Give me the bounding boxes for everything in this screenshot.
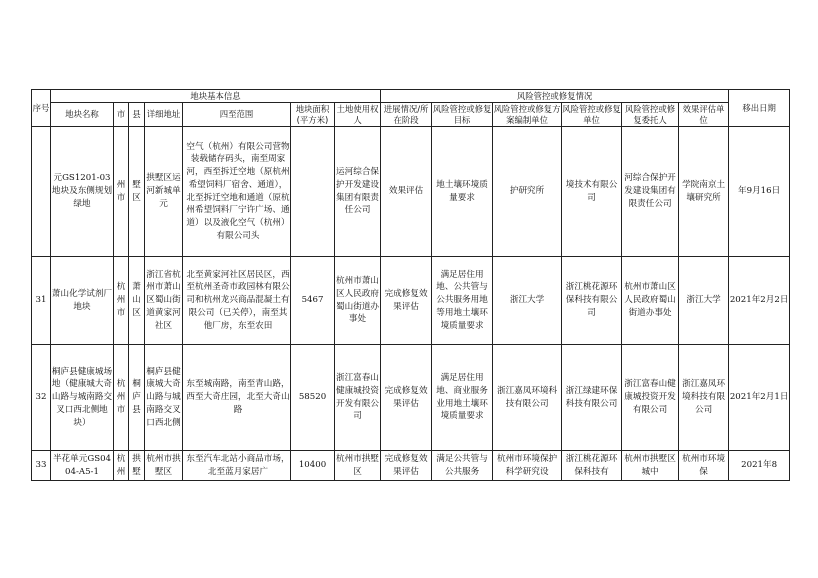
header-city: 市 [114, 103, 129, 127]
cell-eval-unit: 杭州市环境保 [679, 451, 729, 481]
cell-date: 2021年2月1日 [729, 345, 790, 451]
cell-address: 拱墅区运河新城单元 [145, 127, 183, 257]
cell-target: 满足公共管与公共服务 [432, 451, 493, 481]
cell-seq: 33 [32, 451, 51, 481]
cell-site-name: 半花单元GS0404-A5-1 [51, 451, 114, 481]
contaminated-site-registry-table [31, 89, 790, 481]
cell-progress: 完成修复效果评估 [381, 257, 432, 345]
cell-owner: 杭州市萧山区人民政府蜀山街道办事处 [335, 257, 381, 345]
cell-boundary: 东至汽车北站小商品市场，北至蓝月家居广 [183, 451, 291, 481]
cell-site-name: 萧山化学试剂厂地块 [51, 257, 114, 345]
cell-city: 杭州市 [114, 345, 129, 451]
cell-city: 杭州市 [114, 257, 129, 345]
cell-exec-unit: 浙江桃花源环保科技有限公司 [562, 257, 622, 345]
header-exec-unit: 风险管控或修复单位 [562, 104, 621, 125]
table-row [32, 127, 790, 257]
header-group-basic: 地块基本信息 [51, 90, 381, 103]
cell-eval-unit: 浙江大学 [679, 257, 729, 345]
cell-city: 州市 [114, 127, 129, 257]
header-seq: 序号 [32, 90, 51, 127]
cell-exec-unit: 浙江绿建环保科技有限公司 [562, 345, 622, 451]
cell-target: 满足居住用地、商业服务业用地土壤环境质量要求 [432, 345, 493, 451]
header-site-name: 地块名称 [51, 103, 114, 127]
cell-owner: 运河综合保护开发建设集团有限责任公司 [335, 127, 381, 257]
cell-progress: 效果评估 [381, 127, 432, 257]
cell-area: 10400 [291, 451, 335, 481]
header-removal-date: 移出日期 [729, 90, 790, 127]
cell-client: 杭州市拱墅区城中 [622, 451, 679, 481]
cell-county: 桐庐县 [129, 345, 145, 451]
cell-boundary: 东至城南路，南至青山路，西至大奇庄园，北至大奇山路 [183, 345, 291, 451]
header-progress: 进展情况/所在阶段 [381, 103, 432, 127]
header-target: 风险管控或修复目标 [432, 104, 492, 125]
cell-target: 地土壤环境质量要求 [432, 127, 493, 257]
cell-site-name: 元GS1201-03地块及东侧规划绿地 [51, 127, 114, 257]
cell-eval-unit: 学院南京土壤研究所 [679, 127, 729, 257]
cell-county: 萧山区 [129, 257, 145, 345]
cell-seq: 32 [32, 345, 51, 451]
header-area: 地块面积(平方米) [291, 103, 335, 127]
header-county: 县 [129, 103, 145, 127]
cell-exec-unit: 境技术有限公司 [562, 127, 622, 257]
cell-date: 年9月16日 [729, 127, 790, 257]
cell-exec-unit: 浙江桃花源环保科技有 [562, 451, 622, 481]
header-address: 详细地址 [145, 103, 183, 127]
cell-client: 杭州市萧山区人民政府蜀山街道办事处 [622, 257, 679, 345]
table-row [32, 257, 790, 345]
header-group-risk: 风险管控或修复情况 [381, 90, 729, 103]
header-plan-unit: 风险管控或修复方案编制单位 [493, 104, 561, 125]
table-row [32, 345, 790, 451]
cell-seq: 31 [32, 257, 51, 345]
cell-area: 58520 [291, 345, 335, 451]
cell-eval-unit: 浙江嘉凤环境科技有限公司 [679, 345, 729, 451]
cell-date: 2021年8 [729, 451, 790, 481]
cell-area [291, 127, 335, 257]
cell-county: 墅区 [129, 127, 145, 257]
cell-plan-unit: 浙江大学 [493, 257, 562, 345]
table-row [32, 451, 790, 481]
cell-plan-unit: 护研究所 [493, 127, 562, 257]
cell-city: 杭州 [114, 451, 129, 481]
cell-owner: 杭州市拱墅区 [335, 451, 381, 481]
cell-boundary: 北至黄家河社区居民区，西至杭州圣奇市政园林有限公司和杭州龙兴商品混凝土有限公司（已关停），南至其他厂房，东至农田 [183, 257, 291, 345]
cell-address: 杭州市拱墅区 [145, 451, 183, 481]
cell-client: 河综合保护开发建设集团有限责任公司 [622, 127, 679, 257]
cell-client: 浙江富春山健康城投资开发有限公司 [622, 345, 679, 451]
header-eval-unit: 效果评估单位 [679, 103, 729, 127]
cell-county: 拱墅 [129, 451, 145, 481]
cell-progress: 完成修复效果评估 [381, 345, 432, 451]
cell-progress: 完成修复效果评估 [381, 451, 432, 481]
header-client: 风险管控或修复委托人 [622, 103, 679, 127]
cell-address: 桐庐县健康城大奇山路与城南路交叉口西北侧 [145, 345, 183, 451]
cell-owner: 浙江富春山健康城投资开发有限公司 [335, 345, 381, 451]
cell-seq [32, 127, 51, 257]
cell-address: 浙江省杭州市萧山区蜀山街道黄家河社区 [145, 257, 183, 345]
cell-target: 满足居住用地、公共管与公共服务用地等用地土壤环境质量要求 [432, 257, 493, 345]
cell-boundary: 空气（杭州）有限公司营物装载储存码头，南至周家河，西至拆迁空地（原杭州希望饲料厂宿舍、通道），北至拆迁空地和通道（原杭州希望饲料厂宁许广场、通道）以及液化空气（杭州）有限公司头 [183, 127, 291, 257]
header-boundary: 四至范围 [183, 103, 291, 127]
cell-area: 5467 [291, 257, 335, 345]
header-owner: 土地使用权人 [335, 103, 381, 127]
cell-plan-unit: 浙江嘉凤环境科技有限公司 [493, 345, 562, 451]
cell-plan-unit: 杭州市环境保护科学研究设 [493, 451, 562, 481]
cell-date: 2021年2月2日 [729, 257, 790, 345]
cell-site-name: 桐庐县健康城场地（健康城大奇山路与城南路交叉口西北侧地块） [51, 345, 114, 451]
